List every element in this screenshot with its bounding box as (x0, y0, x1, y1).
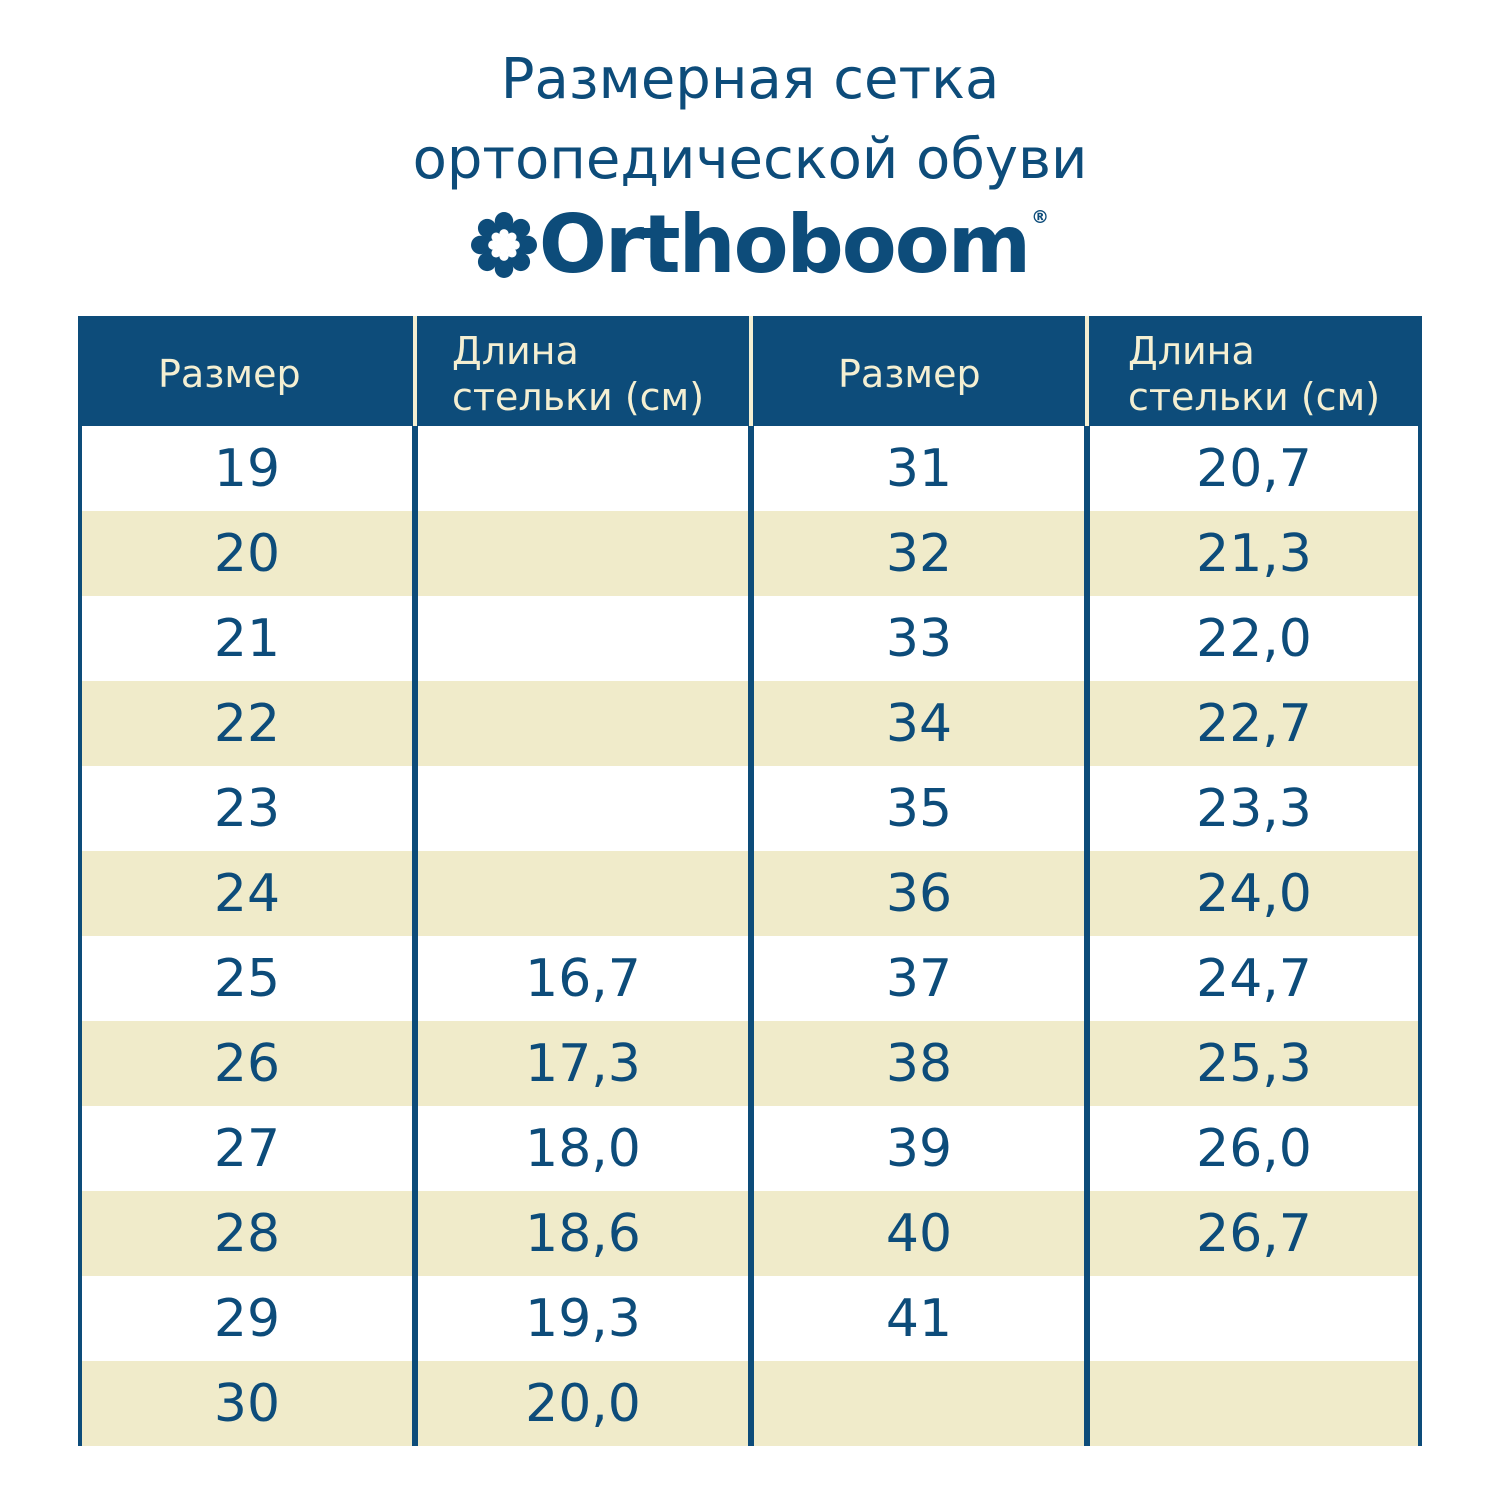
insole-length-cell: 21,3 (1090, 511, 1418, 596)
header-size-1 (82, 322, 412, 426)
page-title-line2: ортопедической обуви (412, 127, 1088, 192)
size-cell: 39 (754, 1106, 1084, 1191)
header-length-2 (1090, 322, 1418, 426)
insole-length-cell (418, 766, 748, 851)
brand-logo (0, 198, 1500, 291)
insole-length-cell: 16,7 (418, 936, 748, 1021)
size-cell: 31 (754, 426, 1084, 511)
table-row (82, 1021, 1418, 1106)
size-cell: 33 (754, 596, 1084, 681)
header-length-1-line2: стельки (см) (452, 375, 705, 419)
flower-logo-icon (471, 212, 537, 278)
insole-length-cell (418, 681, 748, 766)
table-row (82, 426, 1418, 511)
table-row (82, 1276, 1418, 1361)
size-cell: 30 (82, 1361, 412, 1446)
table-row (82, 511, 1418, 596)
insole-length-cell: 26,7 (1090, 1191, 1418, 1276)
size-cell: 32 (754, 511, 1084, 596)
header-length-1-line1: Длина (452, 329, 579, 373)
insole-length-cell: 22,0 (1090, 596, 1418, 681)
table-row (82, 936, 1418, 1021)
insole-length-cell: 25,3 (1090, 1021, 1418, 1106)
size-cell: 23 (82, 766, 412, 851)
insole-length-cell (1090, 1361, 1418, 1446)
size-cell: 28 (82, 1191, 412, 1276)
table-row (82, 766, 1418, 851)
header-divider (1084, 316, 1090, 426)
insole-length-cell (418, 511, 748, 596)
insole-length-cell (418, 426, 748, 511)
size-cell: 34 (754, 681, 1084, 766)
table-row (82, 681, 1418, 766)
insole-length-cell (418, 851, 748, 936)
size-cell: 19 (82, 426, 412, 511)
table-row (82, 1106, 1418, 1191)
header-size-2-label: Размер (838, 352, 981, 396)
insole-length-cell: 19,3 (418, 1276, 748, 1361)
header-divider (412, 316, 418, 426)
insole-length-cell (418, 596, 748, 681)
insole-length-cell: 18,6 (418, 1191, 748, 1276)
insole-length-cell: 17,3 (418, 1021, 748, 1106)
header-length-2-line1: Длина (1128, 329, 1255, 373)
size-cell: 27 (82, 1106, 412, 1191)
size-cell: 21 (82, 596, 412, 681)
page-title-line1: Размерная сетка (500, 47, 1000, 112)
header-length-1 (418, 322, 748, 426)
size-cell: 37 (754, 936, 1084, 1021)
table-row (82, 851, 1418, 936)
size-table (78, 316, 1422, 1446)
header-length-2-line2: стельки (см) (1128, 375, 1381, 419)
registered-mark: ® (1031, 207, 1050, 228)
size-cell: 35 (754, 766, 1084, 851)
size-cell: 22 (82, 681, 412, 766)
insole-length-cell: 20,7 (1090, 426, 1418, 511)
size-cell: 41 (754, 1276, 1084, 1361)
header-divider (748, 316, 754, 426)
table-row (82, 596, 1418, 681)
size-cell: 26 (82, 1021, 412, 1106)
size-cell: 40 (754, 1191, 1084, 1276)
table-row (82, 1191, 1418, 1276)
insole-length-cell: 18,0 (418, 1106, 748, 1191)
table-row (82, 1361, 1418, 1446)
brand-name: Orthoboom (538, 198, 1030, 291)
insole-length-cell: 26,0 (1090, 1106, 1418, 1191)
insole-length-cell: 23,3 (1090, 766, 1418, 851)
insole-length-cell: 22,7 (1090, 681, 1418, 766)
size-cell: 29 (82, 1276, 412, 1361)
size-cell: 25 (82, 936, 412, 1021)
insole-length-cell: 24,0 (1090, 851, 1418, 936)
size-cell: 24 (82, 851, 412, 936)
header-size-2 (754, 322, 1084, 426)
header-size-1-label: Размер (158, 352, 301, 396)
insole-length-cell (1090, 1276, 1418, 1361)
insole-length-cell: 24,7 (1090, 936, 1418, 1021)
size-cell: 20 (82, 511, 412, 596)
size-cell: 36 (754, 851, 1084, 936)
size-cell (754, 1361, 1084, 1446)
insole-length-cell: 20,0 (418, 1361, 748, 1446)
size-cell: 38 (754, 1021, 1084, 1106)
